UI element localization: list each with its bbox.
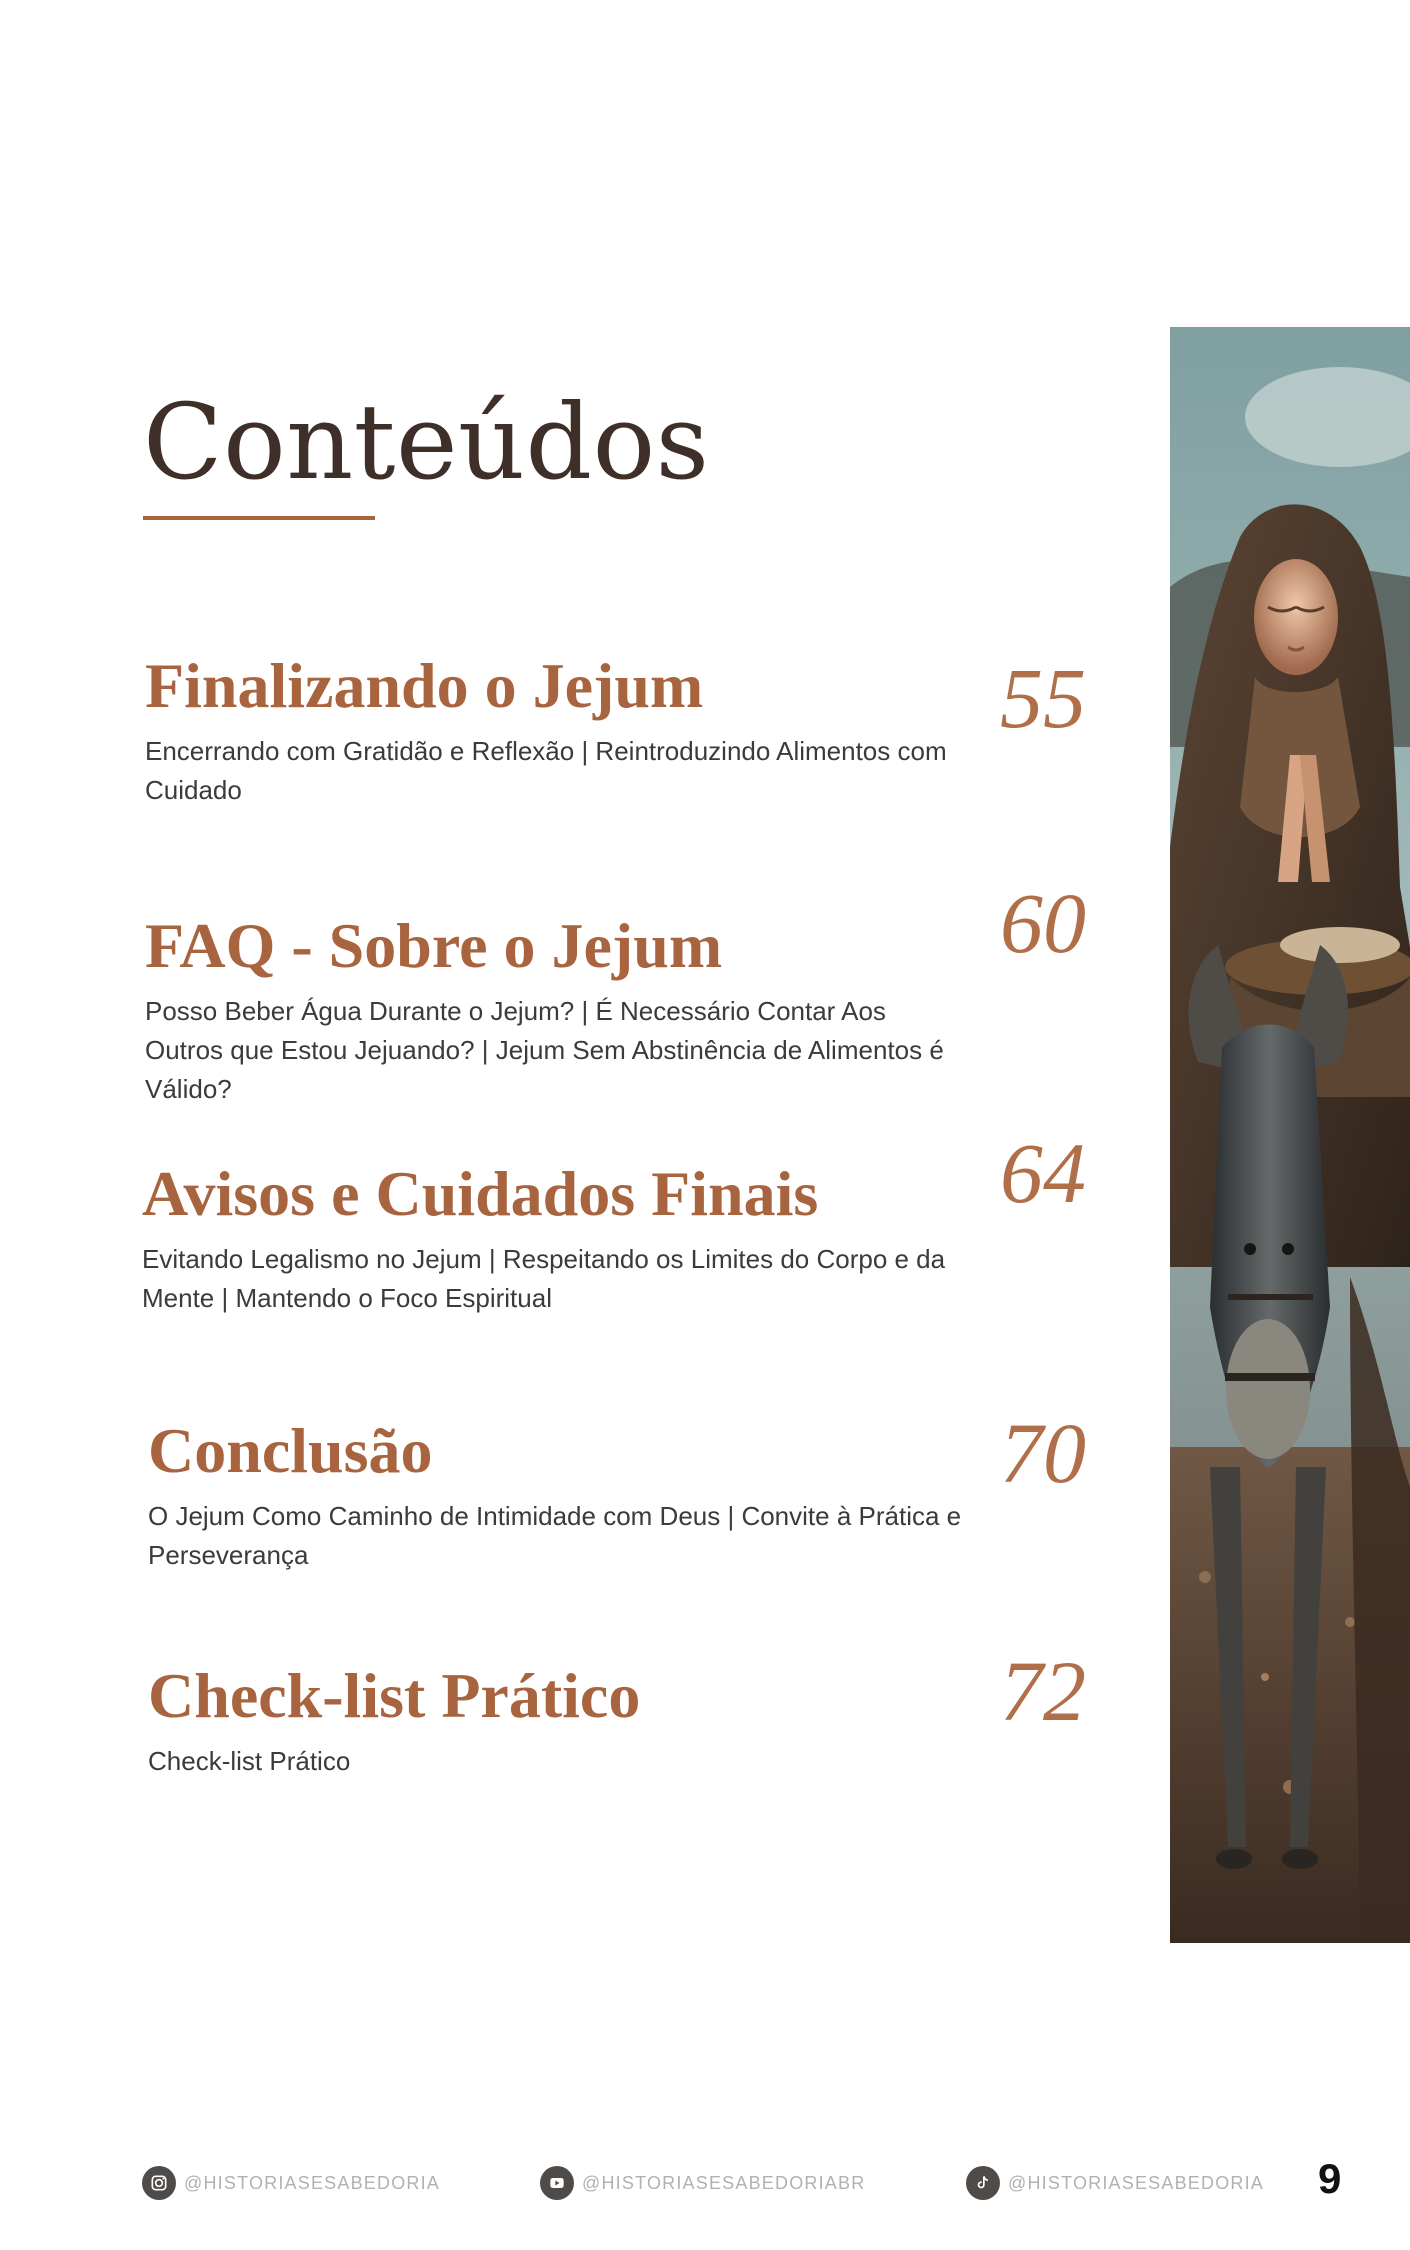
youtube-icon <box>540 2166 574 2200</box>
toc-entry-avisos-e-cuidados-finais[interactable] <box>142 1158 1032 1318</box>
toc-entry-description: Encerrando com Gratidão e Reflexão | Reintroduzindo Alimentos com Cuidado <box>145 735 947 805</box>
toc-entry-description: Evitando Legalismo no Jejum | Respeitando os Limites do Corpo e da Mente | Mantendo o Foco Espiritual <box>142 1243 946 1313</box>
title-underline <box>143 516 375 520</box>
toc-entry-page-number: 60 <box>1000 875 1086 971</box>
tiktok-link[interactable] <box>966 2166 1264 2200</box>
toc-entry-conclusao[interactable] <box>148 1415 1038 1575</box>
toc-entry-title: Conclusão <box>148 1415 433 1486</box>
youtube-handle: @HISTORIASESABEDORIABR <box>582 2172 866 2193</box>
toc-entry-page-number: 72 <box>1000 1643 1086 1739</box>
toc-entry-description: Check-list Prático <box>148 1745 351 1776</box>
toc-entry-title: Avisos e Cuidados Finais <box>142 1158 819 1229</box>
toc-entry-title: FAQ - Sobre o Jejum <box>145 910 723 981</box>
toc-entry-page-number: 70 <box>1000 1405 1086 1501</box>
toc-entry-description: Posso Beber Água Durante o Jejum? | É Necessário Contar Aos Outros que Estou Jejuando? | Jejum Sem Abstinência de Alimentos é Válido? <box>145 995 944 1104</box>
praying-woman-with-donkey-photo <box>1170 327 1410 1943</box>
toc-entry-finalizando-o-jejum[interactable] <box>145 650 1035 810</box>
tiktok-icon <box>966 2166 1000 2200</box>
toc-entry-title: Finalizando o Jejum <box>145 650 704 721</box>
page-number: 9 <box>1318 2155 1342 2202</box>
toc-entry-page-number: 64 <box>1000 1125 1086 1221</box>
page-title: Conteúdos <box>143 381 710 503</box>
instagram-handle: @HISTORIASESABEDORIA <box>184 2172 440 2193</box>
toc-entry-title: Check-list Prático <box>148 1660 641 1731</box>
instagram-link[interactable] <box>142 2166 440 2200</box>
toc-entry-description: O Jejum Como Caminho de Intimidade com Deus | Convite à Prática e Perseverança <box>148 1500 962 1570</box>
toc-entry-faq-sobre-o-jejum[interactable] <box>145 910 1035 1109</box>
toc-entry-page-number: 55 <box>1000 650 1086 746</box>
instagram-icon <box>142 2166 176 2200</box>
tiktok-handle: @HISTORIASESABEDORIA <box>1008 2172 1264 2193</box>
toc-entry-check-list-pratico[interactable] <box>148 1660 1038 1781</box>
youtube-link[interactable] <box>540 2166 865 2200</box>
